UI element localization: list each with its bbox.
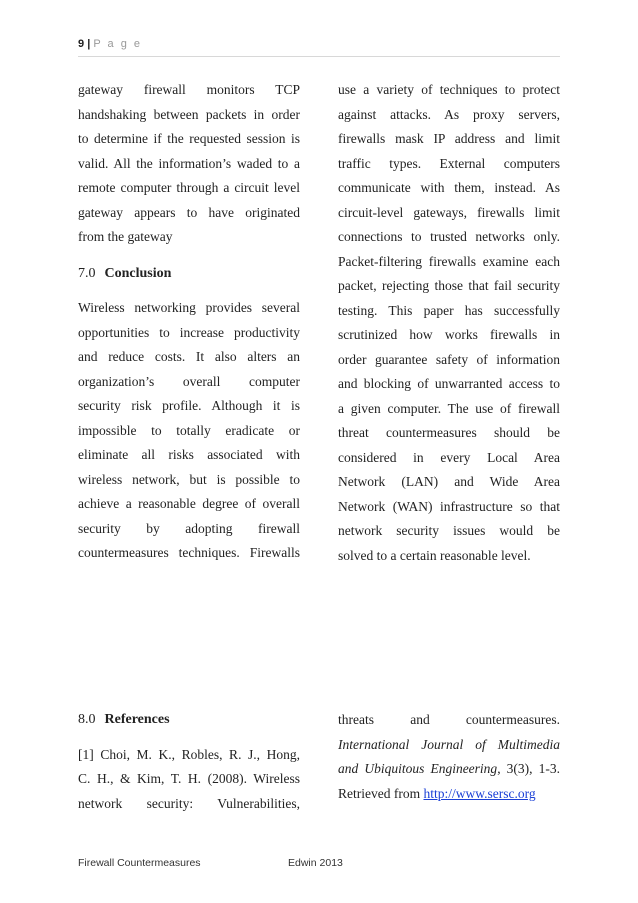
volume-line (338, 757, 560, 782)
text-line: impossible to totally eradicate or (78, 422, 300, 438)
section-number: 7.0 (78, 265, 96, 281)
references-left (78, 708, 300, 816)
conclusion-heading (78, 262, 300, 287)
text-line: threat countermeasures should be (338, 425, 560, 440)
text-line: Network (LAN) and Wide Area (338, 474, 560, 489)
text-line: C. H., & Kim, T. H. (2008). Wireless (78, 771, 300, 786)
text-line: a given computer. The use of firewall (338, 400, 560, 416)
journal-line: International Journal of Multimedia (338, 736, 560, 752)
footer-author: Edwin 2013 (288, 857, 343, 869)
text-line: threats and countermeasures. (338, 712, 560, 727)
text-line: security risk profile. Although it is (78, 398, 300, 413)
text-line: gateway firewall monitors TCP (78, 82, 300, 97)
text-line: solved to a certain reasonable level. (338, 547, 531, 563)
text-line: and blocking of unwarranted access to (338, 376, 560, 391)
text-line: security by adopting firewall (78, 520, 300, 536)
text-line: circuit-level gateways, firewalls limit (338, 204, 560, 220)
text-line: [1] Choi, M. K., Robles, R. J., Hong, (78, 746, 300, 762)
text-line: from the gateway (78, 229, 173, 244)
volume-text: , 3(3), 1-3. (497, 761, 560, 776)
text-line: countermeasures techniques. Firewalls (78, 545, 300, 560)
page-label: P a g e (93, 38, 142, 50)
section-title: References (104, 712, 170, 727)
text-line: connections to trusted networks only. (338, 229, 560, 244)
references-right (338, 708, 560, 806)
text-line: Wireless networking provides several (78, 300, 300, 315)
text-line: considered in every Local Area (338, 449, 560, 465)
text-line: against attacks. As proxy servers, (338, 106, 560, 122)
text-line: opportunities to increase productivity (78, 324, 300, 340)
text-line: traffic types. External computers (338, 155, 560, 171)
text-line: Packet-filtering firewalls examine each (338, 253, 560, 269)
page-header (78, 38, 560, 57)
paragraph-gateway (78, 78, 300, 250)
text-line: to determine if the requested session is (78, 131, 300, 146)
paragraph-conclusion (78, 296, 300, 566)
section-title: Conclusion (104, 265, 172, 281)
text-line: and reduce costs. It also alters an (78, 349, 300, 364)
text-line: wireless network, but is possible to (78, 471, 300, 487)
text-line: use a variety of techniques to protect (338, 82, 560, 97)
text-line: Network (WAN) infrastructure so that (338, 498, 560, 514)
text-line: gateway appears to have originated (78, 204, 300, 220)
text-line: communicate with them, instead. As (338, 180, 560, 195)
header-separator: | (87, 38, 91, 50)
text-line: scrutinized how works firewalls in (338, 327, 560, 342)
retrieved-text: Retrieved from (338, 785, 424, 801)
text-line: packet, rejecting those that fail security (338, 278, 560, 293)
text-line: eliminate all risks associated with (78, 447, 300, 462)
text-line: network security: Vulnerabilities, (78, 795, 300, 811)
journal-name: and Ubiquitous Engineering (338, 761, 498, 776)
text-line: firewalls mask IP address and limit (338, 131, 560, 146)
references-heading (78, 708, 300, 733)
text-line: handshaking between packets in order (78, 106, 300, 122)
left-column-top (78, 78, 300, 566)
text-line: testing. This paper has successfully (338, 302, 560, 318)
text-line: valid. All the information’s waded to a (78, 155, 300, 171)
page-number: 9 (78, 38, 85, 50)
text-line: remote computer through a circuit level (78, 180, 300, 195)
reference-link[interactable]: http://www.sersc.org (423, 785, 536, 801)
retrieved-line (338, 782, 560, 807)
section-number: 8.0 (78, 712, 96, 727)
text-line: network security issues would be (338, 523, 560, 538)
text-line: achieve a reasonable degree of overall (78, 496, 300, 511)
right-column-top (338, 78, 560, 568)
page-footer (78, 857, 560, 869)
text-line: order guarantee safety of information (338, 351, 560, 367)
text-line: organization’s overall computer (78, 373, 300, 389)
reference-item (78, 743, 300, 817)
footer-title: Firewall Countermeasures (78, 857, 201, 869)
